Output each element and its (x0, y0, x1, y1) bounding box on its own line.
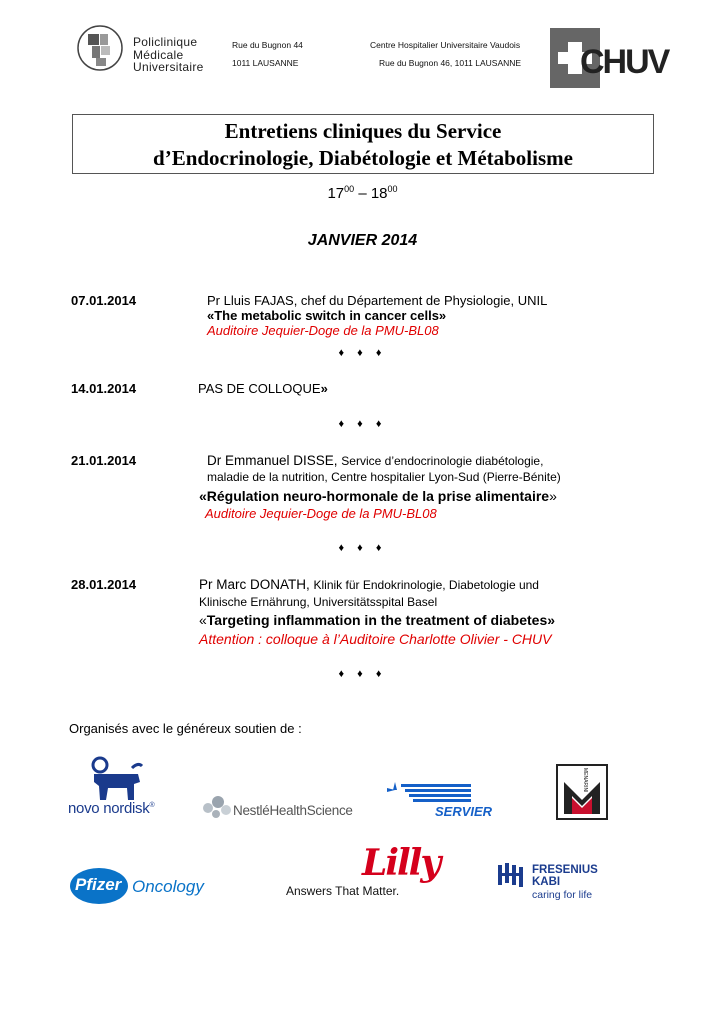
pfizer-oncology-logo (70, 866, 210, 906)
event-location-4: Attention : colloque à l’Auditoire Charlotte Olivier - CHUV (199, 631, 552, 647)
time-range (0, 184, 725, 202)
novo-text: novo nordisk (68, 800, 150, 817)
chuv-street: Rue du Bugnon 46, 1011 LAUSANNE (379, 58, 522, 68)
event-note-2 (198, 381, 328, 396)
time-sep: – (354, 185, 371, 202)
time-end-sup: 00 (387, 184, 398, 194)
event-date-2: 14.01.2014 (71, 381, 137, 396)
event-speaker-aff-3a: Service d’endocrinologie diabétologie, (341, 454, 544, 468)
oncology-name: Oncology (132, 877, 204, 896)
time-end: 18 (370, 185, 388, 202)
event-location-3: Auditoire Jequier-Doge de la PMU-BL08 (205, 506, 437, 521)
month-heading: JANVIER 2014 (307, 232, 418, 249)
event-date-1: 07.01.2014 (71, 293, 137, 308)
title-line-1: Entretiens cliniques du Service (224, 119, 502, 143)
menarini-name: MENARINI (582, 768, 588, 793)
event-speaker-aff-3b: maladie de la nutrition, Centre hospitalier Lyon-Sud (Pierre-Bénite) (207, 470, 561, 484)
fresenius-line-1: FRESENIUS (532, 864, 598, 876)
pfizer-name: Pfizer (75, 875, 122, 894)
chuv-logo-text: CHUV (580, 43, 669, 81)
event-location-1: Auditoire Jequier-Doge de la PMU-BL08 (207, 323, 439, 338)
note-quote: » (320, 381, 328, 396)
fresenius-name (532, 864, 598, 888)
event-talk-title-4: Targeting inflammation in the treatment of diabetes» (206, 612, 556, 628)
pmu-logo (76, 24, 126, 72)
time-start: 17 (327, 185, 345, 202)
event-talk-end-3: » (549, 488, 557, 504)
dots-icon (200, 792, 234, 820)
pmu-address (232, 40, 303, 69)
no-colloquium-note: PAS DE COLLOQUE (198, 381, 321, 396)
event-4 (199, 577, 539, 610)
event-talk-start-4: « (199, 612, 207, 628)
time-start-sup: 00 (344, 184, 355, 194)
lilly-name: Lilly (362, 842, 440, 884)
title-line-2: d’Endocrinologie, Diabétologie et Métabolisme (153, 146, 573, 170)
event-talk-3 (199, 489, 557, 504)
pmu-line-2: Médicale (133, 47, 184, 62)
fresenius-kabi-logo (496, 858, 621, 904)
novo-nordisk-logo (68, 756, 160, 822)
chuv-name: Centre Hospitalier Universitaire Vaudois (370, 40, 521, 50)
event-speaker-aff-4b: Klinische Ernährung, Universitätsspital Basel (199, 595, 438, 609)
event-speaker-name-4: Pr Marc DONATH, (199, 577, 314, 592)
pmu-line-3: Universitaire (133, 60, 204, 74)
nestle-health-science-logo (200, 790, 355, 822)
chuv-logo (550, 28, 669, 88)
novo-nordisk-name (68, 800, 154, 817)
event-talk-1: «The metabolic switch in cancer cells» (207, 308, 447, 323)
pmu-city: 1011 LAUSANNE (232, 58, 299, 68)
pmu-name (133, 36, 204, 74)
event-talk-4 (199, 612, 555, 628)
event-speaker-1: Pr Lluis FAJAS, chef du Département de Physiologie, UNIL (207, 293, 548, 308)
event-speaker-name-3: Dr Emmanuel DISSE, (207, 453, 342, 468)
health-science-part: HealthScience (269, 803, 353, 818)
event-date-4: 28.01.2014 (71, 577, 137, 592)
menarini-logo (556, 764, 608, 820)
servier-logo (383, 778, 495, 822)
separator-2: ♦ ♦ ♦ (338, 418, 387, 430)
event-speaker-aff-4a: Klinik für Endokrinologie, Diabetologie und (313, 578, 539, 592)
fresenius-icon (496, 861, 526, 889)
servier-name: SERVIER (435, 804, 493, 819)
lilly-tagline: Answers That Matter. (286, 884, 400, 898)
sponsors-label: Organisés avec le généreux soutien de : (69, 721, 302, 736)
fresenius-line-2: KABI (532, 876, 561, 888)
nestle-part: Nestlé (233, 803, 270, 818)
separator-1: ♦ ♦ ♦ (338, 347, 387, 359)
chuv-address (370, 40, 521, 69)
separator-4: ♦ ♦ ♦ (338, 668, 387, 680)
pmu-street: Rue du Bugnon 44 (232, 40, 303, 50)
novo-reg: ® (149, 802, 155, 809)
separator-3: ♦ ♦ ♦ (338, 542, 387, 554)
event-date-3: 21.01.2014 (71, 453, 137, 468)
fresenius-tagline: caring for life (532, 889, 593, 901)
pmu-line-1: Policlinique (133, 35, 198, 49)
lilly-logo (286, 842, 452, 900)
title-box (72, 114, 654, 174)
event-1 (207, 293, 547, 338)
event-talk-title-3: «Régulation neuro-hormonale de la prise alimentaire (199, 488, 550, 504)
nestle-name (233, 803, 353, 818)
event-3 (207, 453, 561, 485)
apis-bull-icon (86, 756, 146, 802)
